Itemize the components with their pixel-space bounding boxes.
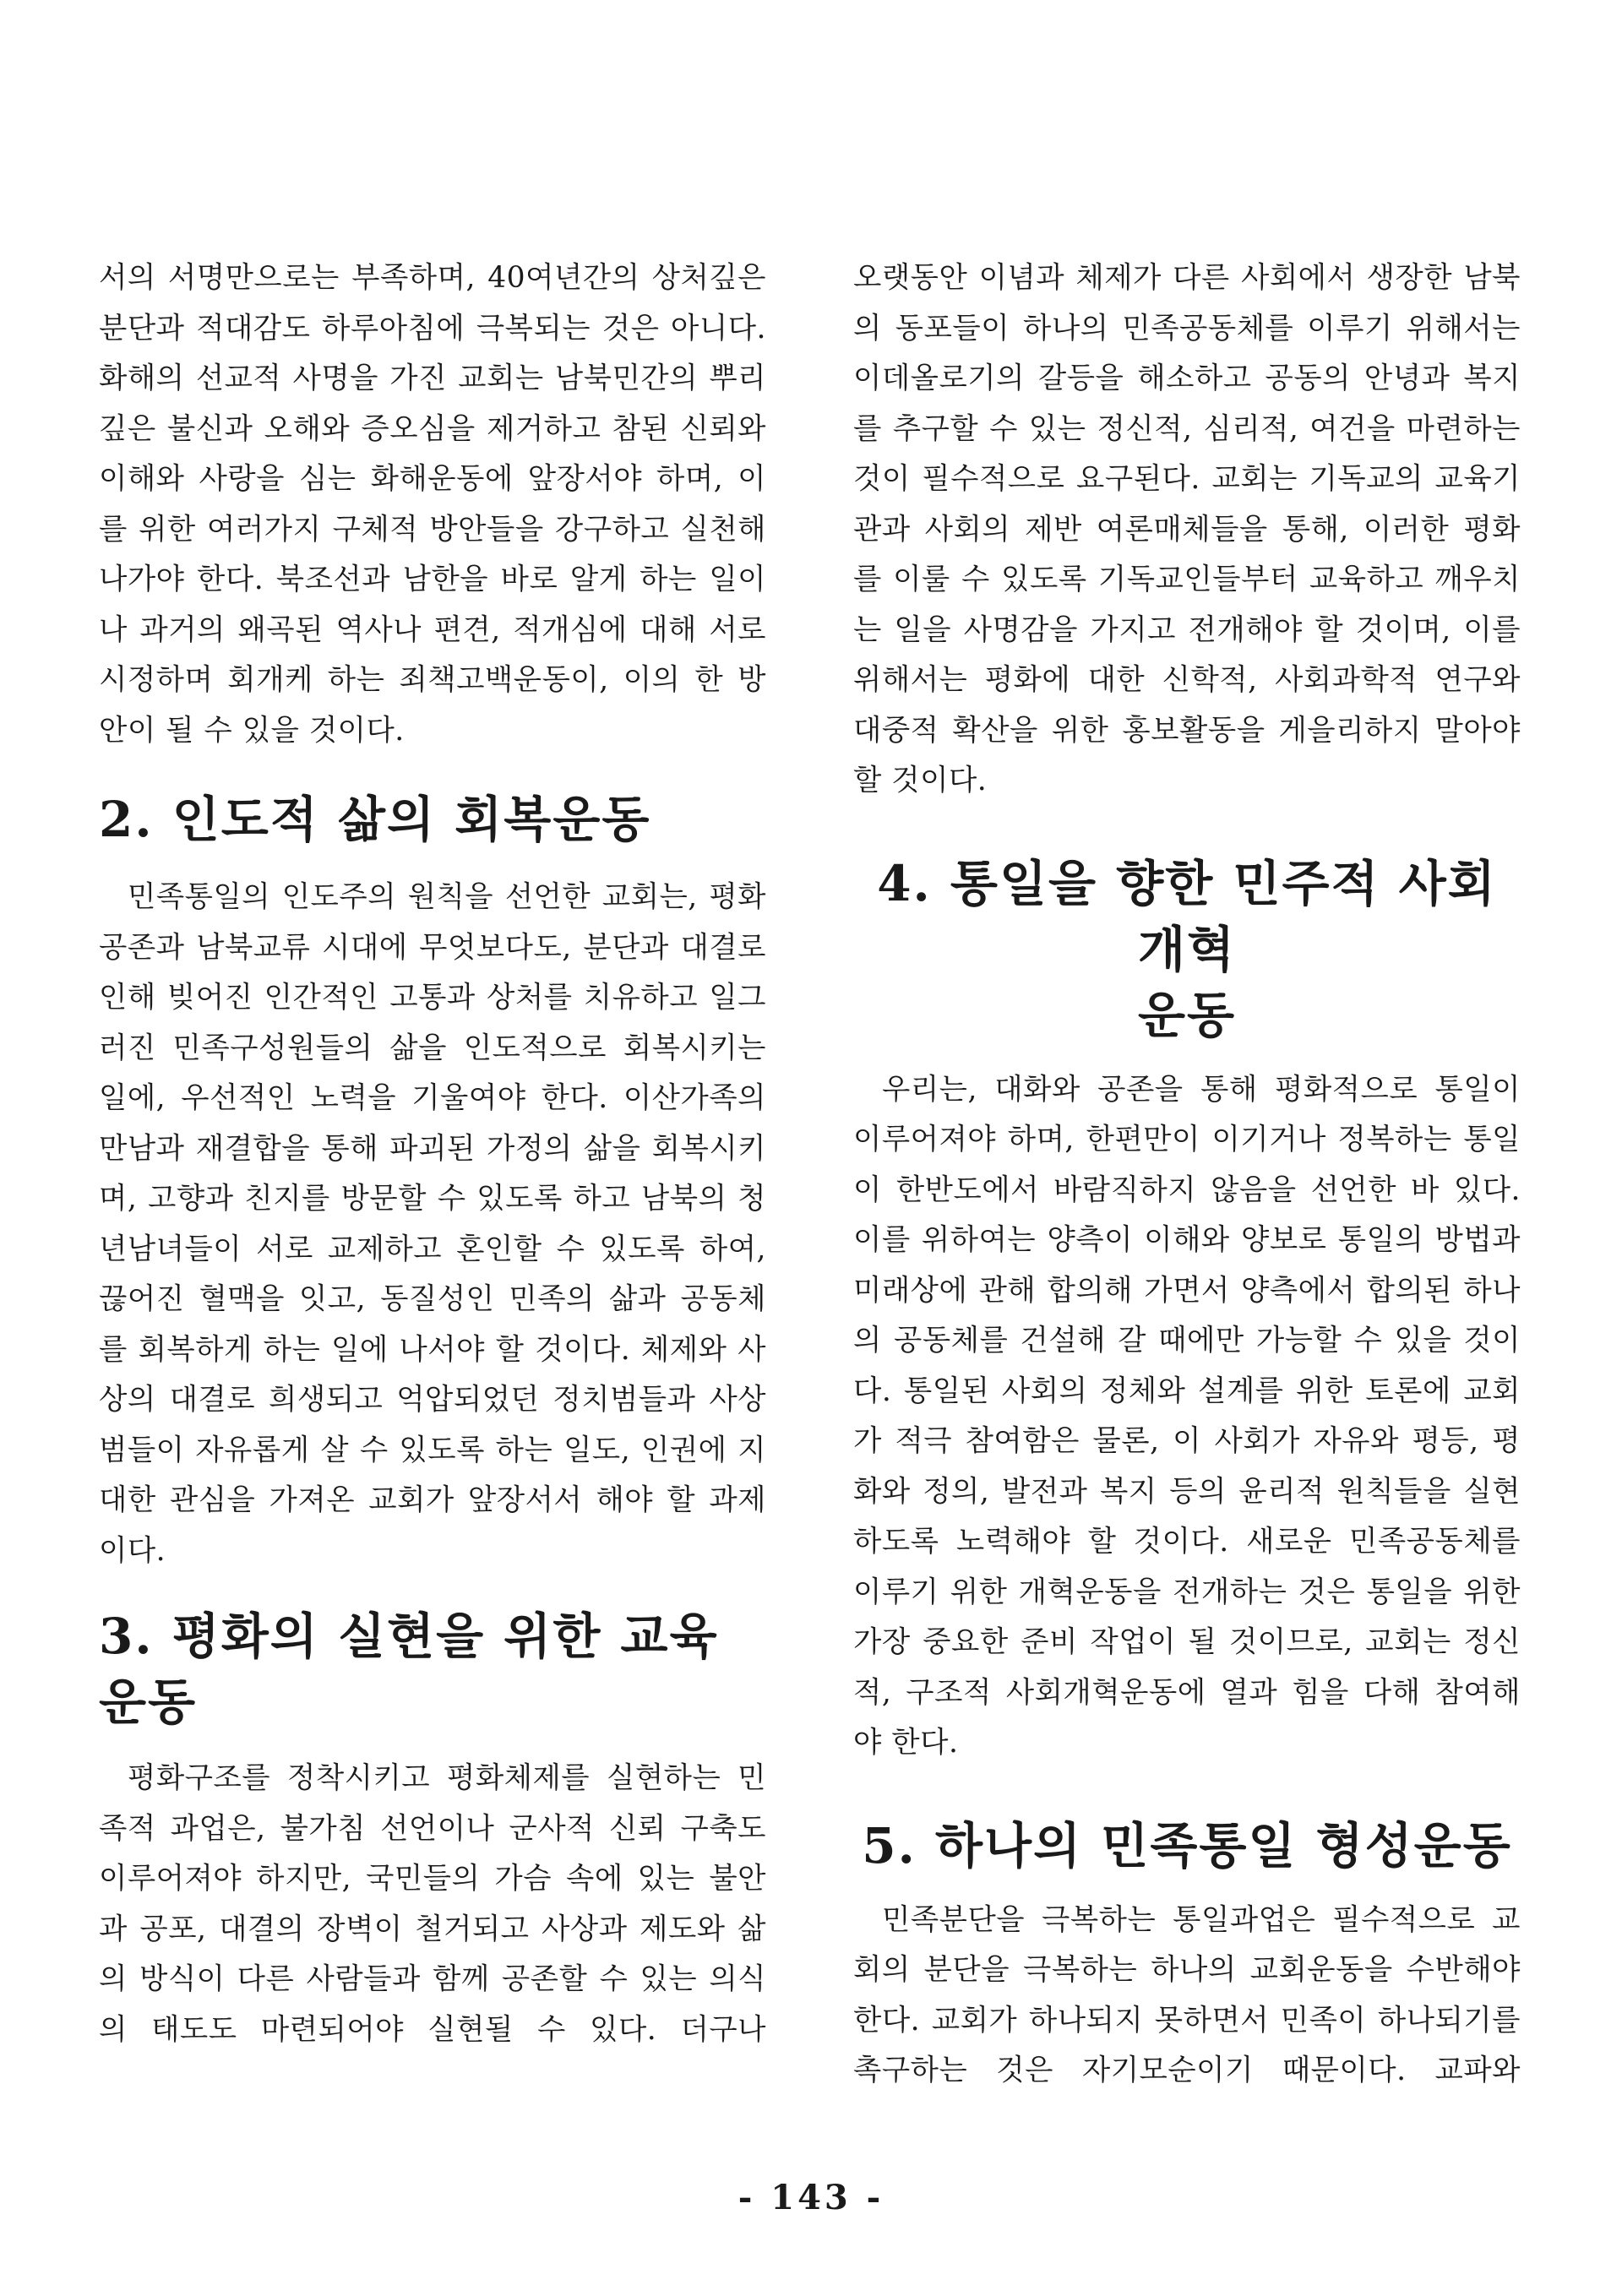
section-2-heading: 2. 인도적 삶의 회복운동 xyxy=(99,791,651,848)
section-4-heading xyxy=(853,851,1521,1048)
right-intro-paragraph: 오랫동안 이념과 체제가 다른 사회에서 생장한 남북의 동포들이 하나의 민족공동체를 이루기 위해서는 이데올로기의 갈등을 해소하고 공동의 안녕과 복지를 추구할 수 있는 정신적, 심리적, 여건을 마련하는 것이 필수적으로 요구된다. 교회는 기독교의 교육기관과 사회의 제반 여론매체들을 통해, 이러한 평화를 이룰 수 있도록 기독교인들부터 교육하고 깨우치는 일을 사명감을 가지고 전개해야 할 것이며, 이를 위해서는 평화에 대한 신학적, 사회과학적 연구와 대중적 확산을 위한 홍보활동을 게을리하지 말아야 할 것이다. xyxy=(853,261,1521,797)
section-4-paragraph: 우리는, 대화와 공존을 통해 평화적으로 통일이 이루어져야 하며, 한편만이 이기거나 정복하는 통일이 한반도에서 바람직하지 않음을 선언한 바 있다. 이를 위하여는 양측이 이해와 양보로 통일의 방법과 미래상에 관해 합의해 가면서 양측에서 합의된 하나의 공동체를 건설해 갈 때에만 가능할 수 있을 것이다. 통일된 사회의 정체와 설계를 위한 토론에 교회가 적극 참여함은 물론, 이 사회가 자유와 평등, 평화와 정의, 발전과 복지 등의 윤리적 원칙들을 실현하도록 노력해야 할 것이다. 새로운 민족공동체를 이루기 위한 개혁운동을 전개하는 것은 통일을 위한 가장 중요한 준비 작업이 될 것이므로, 교회는 정신적, 구조적 사회개혁운동에 열과 힘을 다해 참여해야 한다. xyxy=(853,1072,1521,1760)
section-5-heading: 5. 하나의 민족통일 형성운동 xyxy=(862,1816,1512,1874)
left-column xyxy=(99,253,766,2055)
section-5-paragraph: 민족분단을 극복하는 통일과업은 필수적으로 교회의 분단을 극복하는 하나의 교회운동을 수반해야 한다. 교회가 하나되지 못하면서 민족이 하나되기를 촉구하는 것은 자기모순이기 때문이다. 교파와 xyxy=(853,1902,1521,2087)
section-3-paragraph: 평화구조를 정착시키고 평화체제를 실현하는 민족적 과업은, 불가침 선언이나 군사적 신뢰 구축도 이루어져야 하지만, 국민들의 가슴 속에 있는 불안과 공포, 대결의 장벽이 철거되고 사상과 제도와 삶의 방식이 다른 사람들과 함께 공존할 수 있는 의식의 태도도 마련되어야 실현될 수 있다. 더구나 xyxy=(99,1761,766,2047)
section-4-heading-line-1: 4. 통일을 향한 민주적 사회개혁 xyxy=(877,854,1497,978)
section-2-paragraph: 민족통일의 인도주의 원칙을 선언한 교회는, 평화공존과 남북교류 시대에 무엇보다도, 분단과 대결로 인해 빚어진 인간적인 고통과 상처를 치유하고 일그러진 민족구성원들의 삶을 인도적으로 회복시키는 일에, 우선적인 노력을 기울여야 한다. 이산가족의 만남과 재결합을 통해 파괴된 가정의 삶을 회복시키며, 고향과 친지를 방문할 수 있도록 하고 남북의 청년남녀들이 서로 교제하고 혼인할 수 있도록 하여, 끊어진 혈맥을 잇고, 동질성인 민족의 삶과 공동체를 회복하게 하는 일에 나서야 할 것이다. 체제와 사상의 대결로 희생되고 억압되었던 정치범들과 사상범들이 자유롭게 살 수 있도록 하는 일도, 인권에 지대한 관심을 가져온 교회가 앞장서서 해야 할 과제이다. xyxy=(99,880,766,1568)
left-intro-paragraph: 서의 서명만으로는 부족하며, 40여년간의 상처깊은 분단과 적대감도 하루아침에 극복되는 것은 아니다. 화해의 선교적 사명을 가진 교회는 남북민간의 뿌리깊은 불신과 오해와 증오심을 제거하고 참된 신뢰와 이해와 사랑을 심는 화해운동에 앞장서야 하며, 이를 위한 여러가지 구체적 방안들을 강구하고 실천해 나가야 한다. 북조선과 남한을 바로 알게 하는 일이나 과거의 왜곡된 역사나 편견, 적개심에 대해 서로 시정하며 회개케 하는 죄책고백운동이, 이의 한 방안이 될 수 있을 것이다. xyxy=(99,261,766,748)
right-column xyxy=(853,253,1521,2097)
section-3-heading: 3. 평화의 실현을 위한 교육운동 xyxy=(99,1608,719,1731)
section-4-heading-line-2: 운동 xyxy=(1137,986,1237,1044)
page-number: - 143 - xyxy=(738,2178,884,2217)
